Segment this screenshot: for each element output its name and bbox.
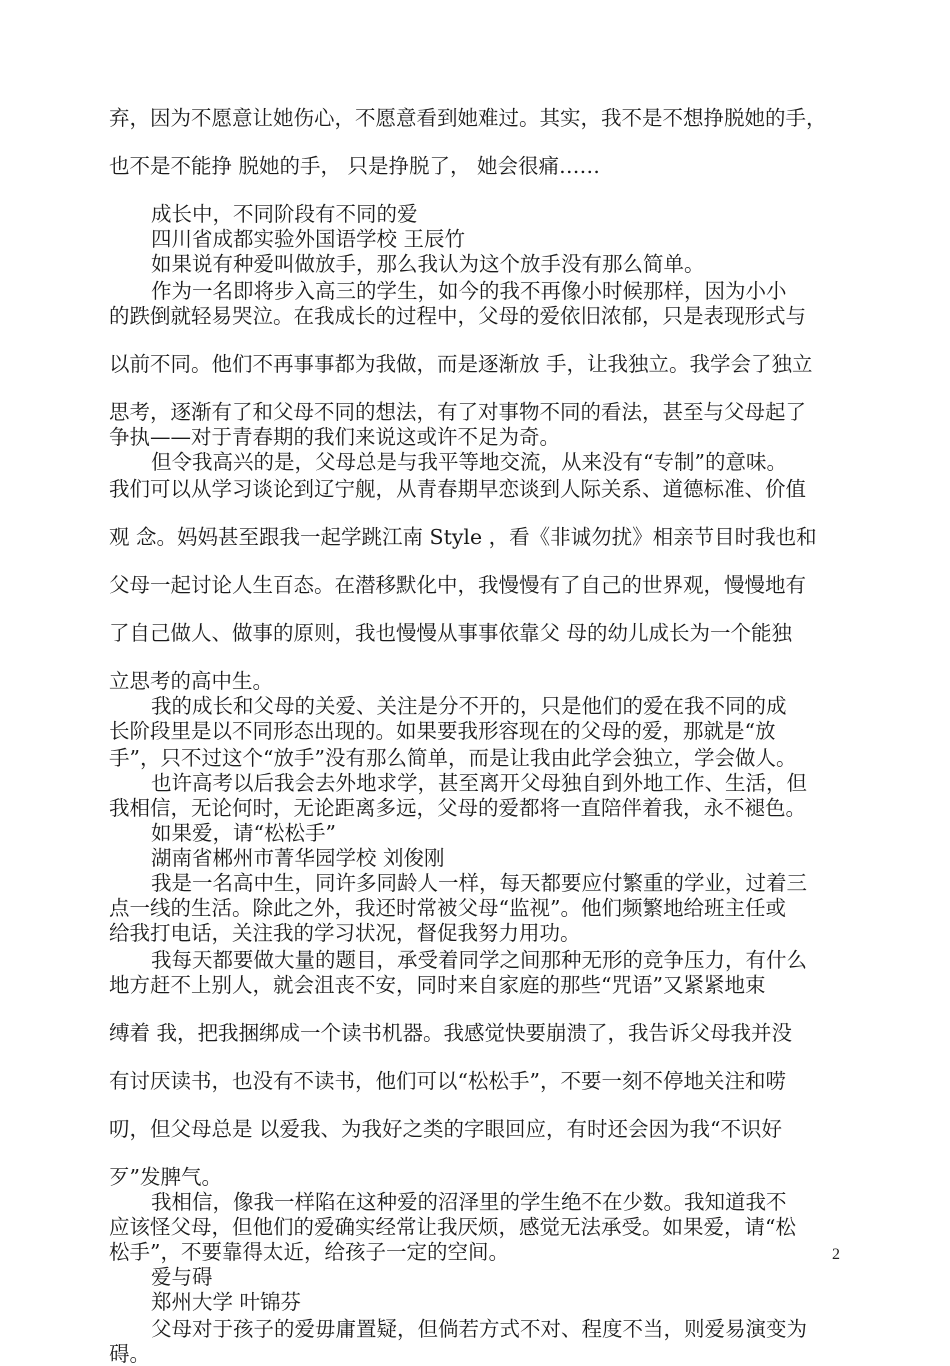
text-line: 思考，逐渐有了和父母不同的想法，有了对事物不同的看法，甚至与父母起了 [109, 400, 806, 424]
text-line: 松手”，不要靠得太近，给孩子一定的空间。 [109, 1240, 509, 1264]
section-title: 如果爱，请“松松手” [151, 821, 336, 845]
text-line: 我们可以从学习谈论到辽宁舰，从青春期早恋谈到人际关系、道德标准、价值 [109, 477, 806, 501]
text-line: 了自己做人、做事的原则，我也慢慢从事事依靠父 母的幼儿成长为一个能独 [109, 621, 793, 645]
text-line: 立思考的高中生。 [109, 669, 273, 693]
document-body [109, 106, 844, 1366]
text-line: 给我打电话，关注我的学习状况，督促我努力用功。 [109, 921, 581, 945]
text-line: 应该怪父母，但他们的爱确实经常让我厌烦，感觉无法承受。如果爱，请“松 [109, 1215, 796, 1239]
text-line: 父母一起讨论人生百态。在潜移默化中，我慢慢有了自己的世界观，慢慢地有 [109, 573, 806, 597]
text-line: 有讨厌读书，也没有不读书，他们可以“松松手”，不要一刻不停地关注和唠 [109, 1069, 786, 1093]
text-line: 我相信，无论何时，无论距离多远，父母的爱都将一直陪伴着我，永不褪色。 [109, 796, 806, 820]
text-line: 我每天都要做大量的题目，承受着同学之间那种无形的竞争压力，有什么 [151, 948, 807, 972]
text-line: 作为一名即将步入高三的学生，如今的我不再像小时候那样，因为小小 [151, 279, 787, 303]
section-title: 爱与碍 [151, 1265, 213, 1289]
text-line: 点一线的生活。除此之外，我还时常被父母“监视”。他们频繁地给班主任或 [109, 896, 786, 920]
text-line: 我相信，像我一样陷在这种爱的沼泽里的学生绝不在少数。我知道我不 [151, 1190, 787, 1214]
text-line: 如果说有种爱叫做放手，那么我认为这个放手没有那么简单。 [151, 252, 705, 276]
section-title: 成长中，不同阶段有不同的爱 [151, 202, 418, 226]
author-line: 郑州大学 叶锦芬 [151, 1290, 302, 1314]
text-line: 观 念。妈妈甚至跟我一起学跳江南 Style ，看《非诚勿扰》相亲节目时我也和 [109, 525, 817, 549]
text-line: 父母对于孩子的爱毋庸置疑，但倘若方式不对、程度不当，则爱易演变为 [151, 1317, 807, 1341]
text-line: 弃，因为不愿意让她伤心，不愿意看到她难过。其实，我不是不想挣脱她的手， [109, 106, 827, 130]
text-line: 缚着 我，把我捆绑成一个读书机器。我感觉快要崩溃了，我告诉父母我并没 [109, 1021, 793, 1045]
text-line: 以前不同。他们不再事事都为我做，而是逐渐放 手，让我独立。我学会了独立 [109, 352, 813, 376]
text-line: 争执——对于青春期的我们来说这或许不足为奇。 [109, 425, 560, 449]
text-line: 歹”发脾气。 [109, 1165, 222, 1189]
text-line: 的跌倒就轻易哭泣。在我成长的过程中，父母的爱依旧浓郁，只是表现形式与 [109, 304, 806, 328]
author-line: 湖南省郴州市菁华园学校 刘俊刚 [151, 846, 445, 870]
page-number: 2 [832, 1246, 840, 1263]
text-line: 但令我高兴的是，父母总是与我平等地交流，从来没有“专制”的意味。 [151, 450, 787, 474]
text-line: 手”，只不过这个“放手”没有那么简单，而是让我由此学会独立，学会做人。 [109, 746, 797, 770]
text-line: 碍。 [109, 1342, 150, 1366]
text-line: 地方赶不上别人，就会沮丧不安，同时来自家庭的那些“咒语”又紧紧地束 [109, 973, 766, 997]
text-line: 我的成长和父母的关爱、关注是分不开的，只是他们的爱在我不同的成 [151, 694, 787, 718]
text-line: 长阶段里是以不同形态出现的。如果要我形容现在的父母的爱，那就是“放 [109, 719, 776, 743]
author-line: 四川省成都实验外国语学校 王辰竹 [151, 227, 466, 251]
text-line: 我是一名高中生，同许多同龄人一样，每天都要应付繁重的学业，过着三 [151, 871, 807, 895]
text-line: 叨，但父母总是 以爱我、为我好之类的字眼回应，有时还会因为我“不识好 [109, 1117, 782, 1141]
text-line: 也不是不能挣 脱她的手， 只是挣脱了， 她会很痛…… [109, 154, 601, 178]
text-line: 也许高考以后我会去外地求学，甚至离开父母独自到外地工作、生活，但 [151, 771, 807, 795]
